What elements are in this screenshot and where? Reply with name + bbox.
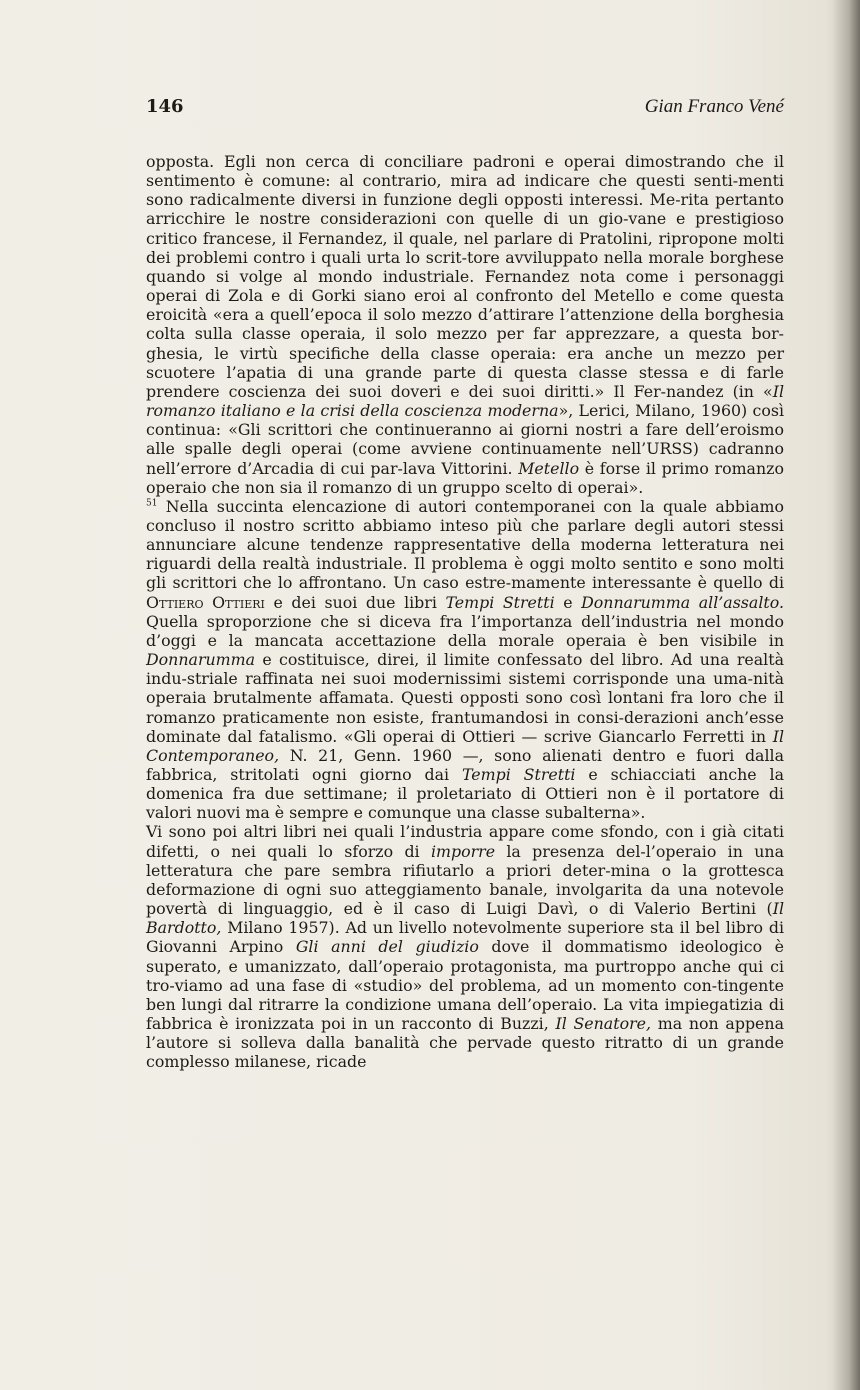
italic-text: Il Contemporaneo,	[146, 726, 784, 765]
text-run: ma non appena l’autore si solleva dalla banalità che pervade questo ritratto di un grande complesso milanese, ricade	[146, 1014, 785, 1072]
italic-text: Tempi Stretti	[461, 765, 576, 784]
italic-text: imporre	[430, 841, 496, 861]
paragraph	[146, 497, 784, 823]
italic-text: Tempi Stretti	[445, 592, 555, 612]
text-run: e costituisce, direi, il limite confessato del libro. Ad una realtà indu-striale raffinata nei suoi modernissimi sistemi corrisponde una uma-nità operaia brutalmente affamata. Questi opposti sono così lontani fra loro che il romanzo praticamente non esiste, frantumandosi in consi-derazioni anch’esse dominate dal fatalismo. «Gli operai di Ottieri — scrive Giancarlo Ferretti in	[146, 650, 784, 746]
text-run: e	[554, 592, 582, 612]
page-edge-shadow	[832, 0, 860, 1390]
italic-text: Donnarumma all’assalto.	[581, 592, 784, 612]
italic-text: Il romanzo italiano e la crisi della coscienza moderna	[146, 381, 784, 421]
italic-text: Il Senatore,	[555, 1014, 652, 1034]
text-run: Milano 1957). Ad un livello notevolmente superiore sta il bel libro di Giovanni Arpino	[146, 918, 784, 957]
text-run: e dei suoi due libri	[264, 592, 446, 612]
italic-text: Il Bardotto,	[146, 899, 784, 938]
text-run: Nella succinta elencazione di autori contemporanei con la quale abbiamo concluso il nostro scritto abbiamo inteso più che parlare degli autori stessi annunciare alcune tendenze rappresentative della moderna letteratura nei riguardi della realtà industriale. Il problema è oggi molto sentito e sono molti gli scrittori che lo affrontano. Un caso estre-mamente interessante è quello di	[146, 496, 784, 593]
text-run: dove il dommatismo ideologico è superato, e umanizzato, dall’operaio protagonista, ma purtroppo anche qui ci tro-viamo ad una fase di «studio» del problema, ad un momento con-tingente ben lungi dal ritrarre la condizione umana dell’operaio. La vita impiegatizia di fabbrica è ironizzata poi in un racconto di Buzzi,	[146, 937, 785, 1034]
page-header	[146, 96, 784, 122]
text-run: la presenza del-l’operaio in una letteratura che pare sembra rifiutarlo a priori deter-mina o la grottesca deformazione di ogni suo atteggiamento banale, involgarita da una notevole povertà di linguaggio, ed è il caso di Luigi Davì, o di Valerio Bertini (	[146, 841, 784, 919]
text-run: è forse il primo romanzo operaio che non sia il romanzo di un gruppo scelto di operai».	[146, 458, 784, 497]
text-run: opposta. Egli non cerca di conciliare padroni e operai dimostrando che il sentimento è comune: al contrario, mira ad indicare che questi senti-menti sono radicalmente diversi in funzione degli opposti interessi. Me-rita pertanto arricchire le nostre considerazioni con quelle di un gio-vane e prestigioso critico francese, il Fernandez, il quale, nel parlare di Pratolini, ripropone molti dei problemi contro i quali urta lo scrit-tore avviluppato nella morale borghese quando si volge al mondo industriale. Fernandez nota come i personaggi operai di Zola e di Gorki siano eroi al confronto del Metello e come questa eroicità «era a quell’epoca il solo mezzo d’attirare l’attenzione della borghesia colta sulla classe operaia, il solo mezzo per far apprezzare, a questa bor-ghesia, le virtù specifiche della classe operaia: era anche un mezzo per scuotere l’apatia di una grande parte di questa classe stessa e di farle prendere coscienza dei suoi doveri e dei suoi diritti.» Il Fer-nandez (in «	[146, 152, 784, 401]
text-run: Vi sono poi altri libri nei quali l’industria appare come sfondo, con i già citati difetti, o nei quali lo sforzo di	[146, 822, 784, 861]
text-run: », Lerici, Milano, 1960) così continua: «Gli scrittori che continueranno ai giorni nostri a fare dell’eroismo alle spalle degli operai (come avviene continuamente nell’URSS) cadranno nell’errore d’Arcadia di cui par-lava Vittorini.	[146, 401, 784, 478]
italic-text: Donnarumma	[146, 650, 256, 670]
text-run: Quella sproporzione che si diceva fra l’importanza dell’industria nel mondo d’oggi e la mancata accettazione della morale operaia è ben visibile in	[146, 611, 784, 650]
paragraph	[146, 822, 784, 1071]
text-run: e schiacciati anche la domenica fra due settimane; il proletariato di Ottieri non è il portatore di valori nuovi ma è sempre e comunque una classe subalterna».	[146, 765, 784, 823]
page-number: 146	[146, 96, 184, 117]
text-run: N. 21, Genn. 1960 —, sono alienati dentro e fuori dalla fabbrica, stritolati ogni giorno dai	[146, 745, 784, 784]
paragraph	[146, 152, 784, 497]
running-head: Gian Franco Vené	[644, 96, 784, 117]
body-text	[146, 152, 784, 1072]
italic-text: Gli anni del giudizio	[295, 937, 479, 957]
smallcaps-name: Ottiero Ottieri	[146, 592, 265, 612]
footnote-number: 51	[146, 498, 158, 509]
italic-text: Metello	[518, 458, 580, 478]
